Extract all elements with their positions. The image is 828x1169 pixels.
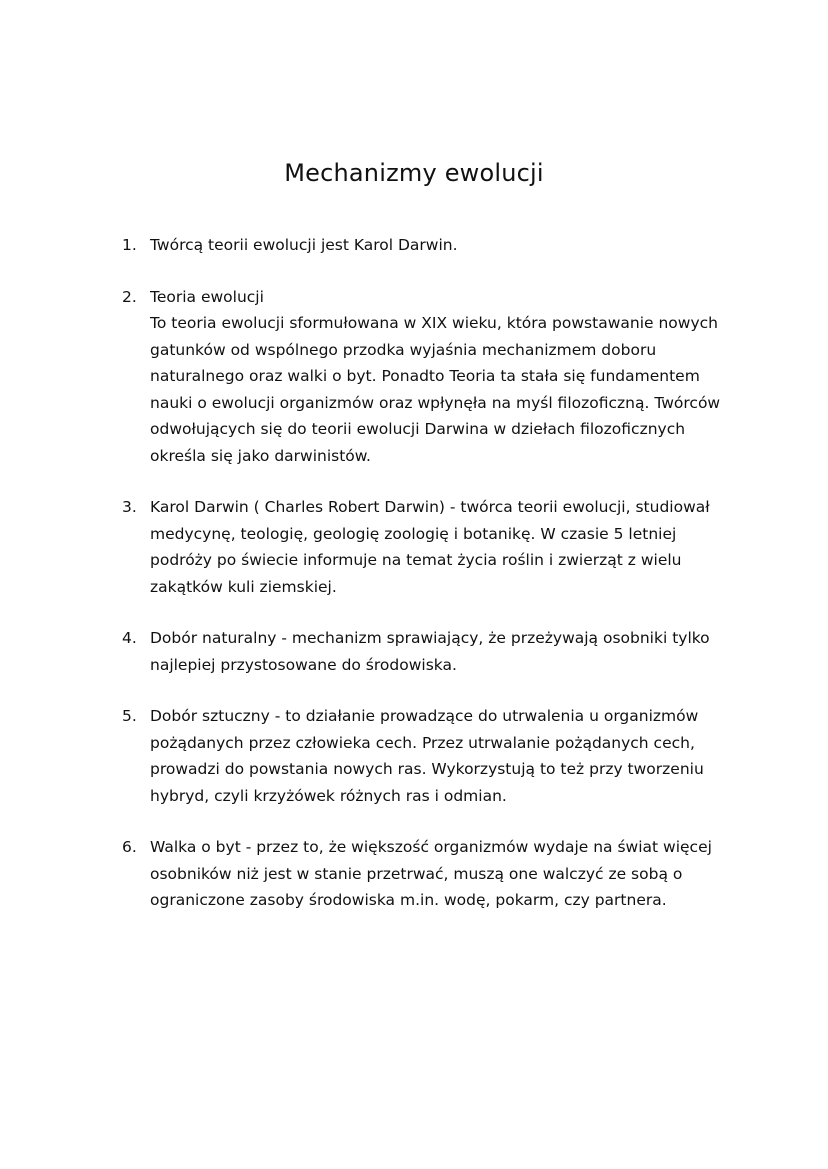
text-line: pożądanych przez człowieka cech. Przez utrwalanie pożądanych cech, — [150, 733, 695, 752]
text-line: Teoria ewolucji — [150, 287, 264, 306]
text-line: zakątków kuli ziemskiej. — [150, 577, 337, 596]
list-item-text — [150, 703, 762, 809]
list-item-text — [150, 284, 762, 470]
list-item-text — [150, 232, 762, 259]
text-line: nauki o ewolucji organizmów oraz wpłynęła na myśl filozoficzną. Twórców — [150, 393, 721, 412]
list-item-text — [150, 494, 762, 600]
list-item-number: 1. — [122, 236, 137, 254]
list-item-number: 3. — [122, 498, 137, 516]
list-item-number: 5. — [122, 707, 137, 725]
text-line: ograniczone zasoby środowiska m.in. wodę, pokarm, czy partnera. — [150, 891, 667, 909]
text-line: Karol Darwin ( Charles Robert Darwin) - twórca teorii ewolucji, studiował — [150, 498, 710, 516]
list-item — [122, 703, 762, 809]
list-item-number: 2. — [122, 287, 137, 306]
list-item-number: 6. — [122, 838, 137, 856]
list-item — [122, 625, 762, 678]
text-line: osobników niż jest w stanie przetrwać, muszą one walczyć ze sobą o — [150, 864, 683, 883]
list-item — [122, 284, 762, 470]
list-item — [122, 494, 762, 600]
text-line: odwołujących się do teorii ewolucji Darwina w dziełach filozoficznych — [150, 420, 686, 438]
numbered-list — [122, 232, 762, 914]
text-line: określa się jako darwinistów. — [150, 446, 371, 465]
text-line: Twórcą teorii ewolucji jest Karol Darwin. — [150, 236, 458, 254]
document-title: Mechanizmy ewolucji — [284, 159, 544, 187]
text-line: gatunków od wspólnego przodka wyjaśnia mechanizmem doboru — [150, 340, 657, 359]
list-item — [122, 232, 762, 259]
text-line: naturalnego oraz walki o byt. Ponadto Teoria ta stała się fundamentem — [150, 367, 700, 385]
text-line: hybryd, czyli krzyżówek różnych ras i odmian. — [150, 786, 507, 805]
text-line: podróży po świecie informuje na temat życia roślin i zwierząt z wielu — [150, 551, 682, 569]
text-line: Dobór sztuczny - to działanie prowadzące do utrwalenia u organizmów — [150, 707, 699, 725]
list-item — [122, 834, 762, 914]
text-line: prowadzi do powstania nowych ras. Wykorzystują to też przy tworzeniu — [150, 760, 704, 778]
text-line: medycynę, teologię, geologię zoologię i botanikę. W czasie 5 letniej — [150, 524, 677, 543]
list-item-number: 4. — [122, 629, 137, 647]
text-line: Dobór naturalny - mechanizm sprawiający, że przeżywają osobniki tylko — [150, 629, 710, 647]
text-line: najlepiej przystosowane do środowiska. — [150, 655, 457, 674]
text-line: To teoria ewolucji sformułowana w XIX wieku, która powstawanie nowych — [150, 314, 718, 332]
list-item-text — [150, 834, 762, 914]
text-line: Walka o byt - przez to, że większość organizmów wydaje na świat więcej — [150, 838, 712, 856]
list-item-text — [150, 625, 762, 678]
